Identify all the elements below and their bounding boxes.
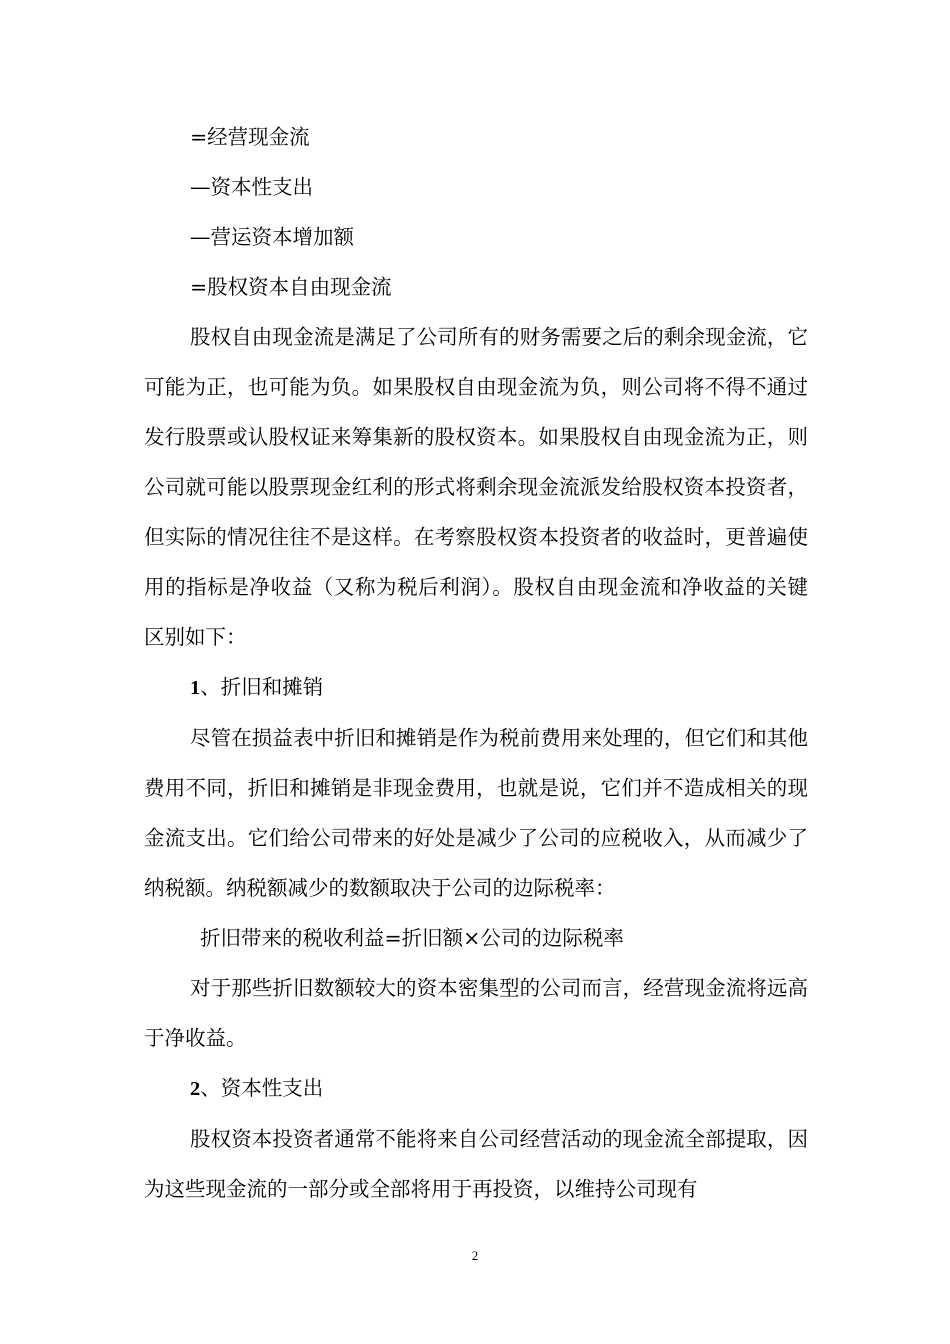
paragraph-capital-intensive: 对于那些折旧数额较大的资本密集型的公司而言，经营现金流将远高于净收益。	[144, 976, 808, 1050]
section-number: 1	[190, 677, 201, 699]
formula-tax-benefit: 折旧带来的税收利益=折旧额×公司的边际税率	[200, 926, 624, 950]
section-title: 、资本性支出	[200, 1076, 324, 1100]
paragraph-fcfe-explanation: 股权自由现金流是满足了公司所有的财务需要之后的剩余现金流，它可能为正，也可能为负。如果股权自由现金流为负，则公司将不得不通过发行股票或认股权证来筹集新的股权资本。如果股权自由现金流为正，则公司就可能以股票现金红利的形式将剩余现金流派发给股权资本投资者，但实际的情况往往不是这样。在考察股权资本投资者的收益时，更普遍使用的指标是净收益（又称为税后利润）。股权自由现金流和净收益的关键区别如下：	[144, 325, 808, 649]
section-number: 2	[190, 1078, 201, 1100]
formula-line-working-capital-increase: —营运资本增加额	[190, 225, 354, 249]
paragraph-capex: 股权资本投资者通常不能将来自公司经营活动的现金流全部提取，因为这些现金流的一部分或全部将用于再投资，以维持公司现有	[144, 1127, 808, 1201]
body-text	[144, 112, 808, 1214]
section-title: 、折旧和摊销	[200, 675, 324, 699]
section-heading-depreciation	[144, 662, 808, 713]
paragraph-depreciation: 尽管在损益表中折旧和摊销是作为税前费用来处理的，但它们和其他费用不同，折旧和摊销是非现金费用，也就是说，它们并不造成相关的现金流支出。它们给公司带来的好处是减少了公司的应税收入，从而减少了纳税额。纳税额减少的数额取决于公司的边际税率：	[144, 726, 808, 900]
formula-line-capital-expenditure: —资本性支出	[190, 175, 313, 199]
formula-line-operating-cash-flow: =经营现金流	[190, 125, 310, 149]
formula-line-fcfe: =股权资本自由现金流	[190, 275, 392, 299]
page-number: 2	[471, 1248, 479, 1263]
section-heading-capex	[144, 1063, 808, 1114]
